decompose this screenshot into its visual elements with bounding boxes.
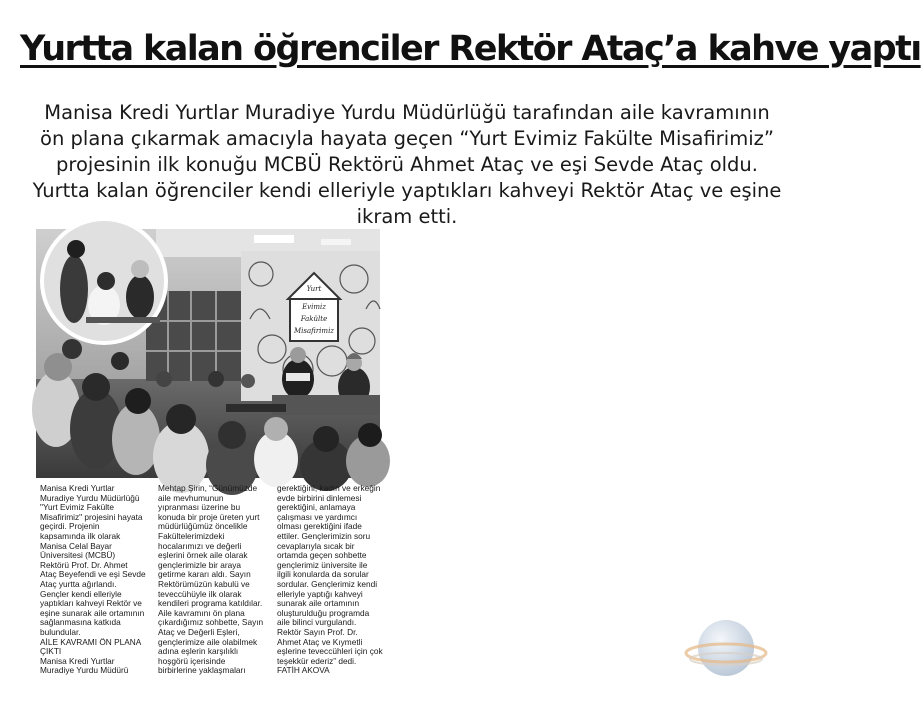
column-3-paragraph: gerektiğini, kadın ve erkeğin evde birbirini dinlemesi gerektiğini, anlamaya çalışması ve yardımcı olması gerektiğini ifade ettiler. Gençlerimizin soru cevaplarıyla sıcak bir ortamda geçen sohbette gençlerimiz üniversite ile ilgili konularda da sorular sordular. Gençlerimiz kendi elleriyle yaptığı kahveyi sunarak aile ortamının oluşturulduğu programda aile bilinci vurgulandı. Rektör Sayın Prof. Dr. Ahmet Ataç ve Kıymetli eşlerine teveccühleri için çok teşekkür ederiz” dedi. (277, 483, 383, 666)
banner-line-1: Yurt (306, 285, 322, 293)
headline: Yurtta kalan öğrenciler Rektör Ataç’a kahve yaptı (20, 29, 921, 69)
column-2 (158, 484, 264, 676)
column-1-paragraph-2: Manisa Kredi Yurtlar Muradiye Yurdu Müdürü (40, 655, 129, 676)
banner-line-3: Fakülte (300, 315, 328, 323)
lead-paragraph: Manisa Kredi Yurtlar Muradiye Yurdu Müdürlüğü tarafından aile kavramının ön plana çıkarmak amacıyla hayata geçen “Yurt Evimiz Fakülte Misafirimiz” projesinin ilk konuğu MCBÜ Rektörü Ahmet Ataç ve eşi Sevde Ataç oldu. Yurtta kalan öğrenciler kendi elleriyle yaptıkları kahveyi Rektör Ataç ve eşine ikram etti. (32, 101, 782, 228)
column-2-paragraph: Mehtap Şirin, “Günümüzde aile mevhumunun yıpranması üzerine bu konuda bir proje üreten yurt müdürlüğümüz öncelikle Fakültelerimizdeki hocalarımızı ve değerli eşlerini örnek aile olarak gençlerimizle bir araya getirme kararı aldı. Sayın Rektörümüzün kabulü ve teveccühüyle ilk olarak kendileri programa katıldılar. Aile kavramını ön plana çıkardığımız sohbette, Sayın Ataç ve Değerli Eşleri, gençlerimize aile olabilmek adına eşlerin karşılıklı hoşgörü içerisinde birbirlerine yaklaşmaları (158, 483, 264, 676)
news-photo-graphic (36, 229, 380, 478)
news-photo (36, 229, 380, 478)
column-1 (40, 484, 146, 676)
byline: FATİH AKOVA (277, 665, 330, 676)
banner-line-2: Evimiz (302, 303, 326, 311)
column-3 (277, 484, 383, 676)
column-1-paragraph: Manisa Kredi Yurtlar Muradiye Yurdu Müdürlüğü "Yurt Evimiz Fakülte Misafirimiz" projesini hayata geçirdi. Projenin kapsamında ilk olarak Manisa Celal Bayar Üniversitesi (MCBÜ) Rektörü Prof. Dr. Ahmet Ataç Beyefendi ve eşi Sevde Ataç yurtta ağırlandı. Gençler kendi elleriyle yaptıkları kahveyi Rektör ve eşine sunarak aile ortamının sağlanmasına katkıda bulundular. (40, 483, 146, 637)
column-1-subheading: AİLE KAVRAMI ÖN PLANA ÇIKTI (40, 636, 141, 657)
newspaper-logo-icon (684, 615, 768, 681)
banner-line-4: Misafirimiz (294, 327, 334, 335)
